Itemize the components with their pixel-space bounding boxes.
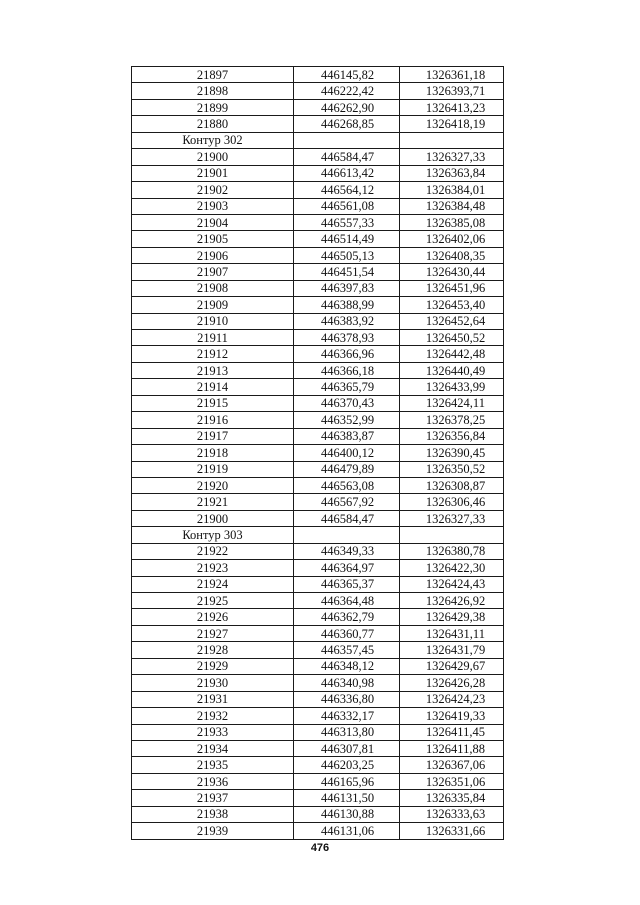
- table-row: [132, 708, 504, 724]
- table-row: [132, 99, 504, 115]
- empty-cell: [400, 527, 504, 543]
- section-label: Контур 302: [132, 132, 294, 148]
- x-coordinate-cell: 446584,47: [294, 149, 400, 165]
- y-coordinate-cell: 1326424,11: [400, 395, 504, 411]
- x-coordinate-cell: 446400,12: [294, 445, 400, 461]
- table-row: [132, 593, 504, 609]
- y-coordinate-cell: 1326385,08: [400, 214, 504, 230]
- empty-cell: [400, 132, 504, 148]
- coordinates-table: [131, 66, 504, 840]
- point-number-cell: 21906: [132, 247, 294, 263]
- y-coordinate-cell: 1326433,99: [400, 379, 504, 395]
- y-coordinate-cell: 1326308,87: [400, 477, 504, 493]
- x-coordinate-cell: 446365,79: [294, 379, 400, 395]
- page-number: 476: [310, 842, 330, 854]
- y-coordinate-cell: 1326424,23: [400, 691, 504, 707]
- point-number-cell: 21902: [132, 182, 294, 198]
- section-header-row: [132, 527, 504, 543]
- y-coordinate-cell: 1326384,48: [400, 198, 504, 214]
- empty-cell: [294, 132, 400, 148]
- x-coordinate-cell: 446336,80: [294, 691, 400, 707]
- x-coordinate-cell: 446514,49: [294, 231, 400, 247]
- x-coordinate-cell: 446564,12: [294, 182, 400, 198]
- y-coordinate-cell: 1326430,44: [400, 264, 504, 280]
- x-coordinate-cell: 446383,87: [294, 428, 400, 444]
- point-number-cell: 21919: [132, 461, 294, 477]
- y-coordinate-cell: 1326351,06: [400, 773, 504, 789]
- table-row: [132, 724, 504, 740]
- point-number-cell: 21897: [132, 67, 294, 83]
- x-coordinate-cell: 446130,88: [294, 806, 400, 822]
- point-number-cell: 21926: [132, 609, 294, 625]
- table-row: [132, 362, 504, 378]
- x-coordinate-cell: 446557,33: [294, 214, 400, 230]
- table-row: [132, 83, 504, 99]
- table-row: [132, 313, 504, 329]
- table-row: [132, 198, 504, 214]
- x-coordinate-cell: 446307,81: [294, 740, 400, 756]
- point-number-cell: 21916: [132, 412, 294, 428]
- y-coordinate-cell: 1326356,84: [400, 428, 504, 444]
- y-coordinate-cell: 1326429,67: [400, 658, 504, 674]
- table-row: [132, 773, 504, 789]
- x-coordinate-cell: 446366,18: [294, 362, 400, 378]
- point-number-cell: 21931: [132, 691, 294, 707]
- table-row: [132, 346, 504, 362]
- y-coordinate-cell: 1326411,45: [400, 724, 504, 740]
- point-number-cell: 21898: [132, 83, 294, 99]
- x-coordinate-cell: 446131,50: [294, 790, 400, 806]
- table-row: [132, 642, 504, 658]
- point-number-cell: 21880: [132, 116, 294, 132]
- x-coordinate-cell: 446222,42: [294, 83, 400, 99]
- table-row: [132, 675, 504, 691]
- x-coordinate-cell: 446203,25: [294, 757, 400, 773]
- point-number-cell: 21899: [132, 99, 294, 115]
- table-row: [132, 658, 504, 674]
- table-row: [132, 412, 504, 428]
- y-coordinate-cell: 1326453,40: [400, 297, 504, 313]
- table-row: [132, 445, 504, 461]
- y-coordinate-cell: 1326327,33: [400, 149, 504, 165]
- point-number-cell: 21920: [132, 477, 294, 493]
- y-coordinate-cell: 1326450,52: [400, 330, 504, 346]
- y-coordinate-cell: 1326422,30: [400, 560, 504, 576]
- x-coordinate-cell: 446563,08: [294, 477, 400, 493]
- table-row: [132, 625, 504, 641]
- y-coordinate-cell: 1326426,28: [400, 675, 504, 691]
- point-number-cell: 21915: [132, 395, 294, 411]
- point-number-cell: 21921: [132, 494, 294, 510]
- point-number-cell: 21925: [132, 593, 294, 609]
- point-number-cell: 21918: [132, 445, 294, 461]
- point-number-cell: 21937: [132, 790, 294, 806]
- y-coordinate-cell: 1326333,63: [400, 806, 504, 822]
- y-coordinate-cell: 1326418,19: [400, 116, 504, 132]
- table-row: [132, 576, 504, 592]
- x-coordinate-cell: 446362,79: [294, 609, 400, 625]
- table-row: [132, 297, 504, 313]
- y-coordinate-cell: 1326378,25: [400, 412, 504, 428]
- y-coordinate-cell: 1326419,33: [400, 708, 504, 724]
- point-number-cell: 21930: [132, 675, 294, 691]
- y-coordinate-cell: 1326384,01: [400, 182, 504, 198]
- y-coordinate-cell: 1326442,48: [400, 346, 504, 362]
- table-row: [132, 149, 504, 165]
- point-number-cell: 21914: [132, 379, 294, 395]
- x-coordinate-cell: 446349,33: [294, 543, 400, 559]
- point-number-cell: 21900: [132, 510, 294, 526]
- y-coordinate-cell: 1326451,96: [400, 280, 504, 296]
- x-coordinate-cell: 446451,54: [294, 264, 400, 280]
- table-row: [132, 428, 504, 444]
- table-row: [132, 280, 504, 296]
- point-number-cell: 21928: [132, 642, 294, 658]
- x-coordinate-cell: 446268,85: [294, 116, 400, 132]
- table-row: [132, 182, 504, 198]
- point-number-cell: 21903: [132, 198, 294, 214]
- y-coordinate-cell: 1326408,35: [400, 247, 504, 263]
- y-coordinate-cell: 1326431,79: [400, 642, 504, 658]
- y-coordinate-cell: 1326429,38: [400, 609, 504, 625]
- x-coordinate-cell: 446567,92: [294, 494, 400, 510]
- x-coordinate-cell: 446262,90: [294, 99, 400, 115]
- point-number-cell: 21935: [132, 757, 294, 773]
- y-coordinate-cell: 1326413,23: [400, 99, 504, 115]
- table-row: [132, 264, 504, 280]
- point-number-cell: 21911: [132, 330, 294, 346]
- x-coordinate-cell: 446505,13: [294, 247, 400, 263]
- y-coordinate-cell: 1326361,18: [400, 67, 504, 83]
- coordinates-table-body: [132, 67, 504, 840]
- table-row: [132, 691, 504, 707]
- table-row: [132, 790, 504, 806]
- point-number-cell: 21924: [132, 576, 294, 592]
- table-row: [132, 165, 504, 181]
- y-coordinate-cell: 1326335,84: [400, 790, 504, 806]
- x-coordinate-cell: 446561,08: [294, 198, 400, 214]
- table-row: [132, 740, 504, 756]
- x-coordinate-cell: 446366,96: [294, 346, 400, 362]
- x-coordinate-cell: 446364,48: [294, 593, 400, 609]
- x-coordinate-cell: 446348,12: [294, 658, 400, 674]
- x-coordinate-cell: 446613,42: [294, 165, 400, 181]
- empty-cell: [294, 527, 400, 543]
- x-coordinate-cell: 446340,98: [294, 675, 400, 691]
- point-number-cell: 21900: [132, 149, 294, 165]
- y-coordinate-cell: 1326350,52: [400, 461, 504, 477]
- y-coordinate-cell: 1326367,06: [400, 757, 504, 773]
- x-coordinate-cell: 446352,99: [294, 412, 400, 428]
- x-coordinate-cell: 446332,17: [294, 708, 400, 724]
- y-coordinate-cell: 1326424,43: [400, 576, 504, 592]
- x-coordinate-cell: 446145,82: [294, 67, 400, 83]
- y-coordinate-cell: 1326452,64: [400, 313, 504, 329]
- point-number-cell: 21909: [132, 297, 294, 313]
- y-coordinate-cell: 1326402,06: [400, 231, 504, 247]
- x-coordinate-cell: 446378,93: [294, 330, 400, 346]
- table-row: [132, 379, 504, 395]
- table-row: [132, 757, 504, 773]
- table-row: [132, 510, 504, 526]
- y-coordinate-cell: 1326390,45: [400, 445, 504, 461]
- y-coordinate-cell: 1326380,78: [400, 543, 504, 559]
- table-row: [132, 806, 504, 822]
- table-row: [132, 477, 504, 493]
- x-coordinate-cell: 446584,47: [294, 510, 400, 526]
- x-coordinate-cell: 446388,99: [294, 297, 400, 313]
- x-coordinate-cell: 446370,43: [294, 395, 400, 411]
- table-row: [132, 67, 504, 83]
- point-number-cell: 21933: [132, 724, 294, 740]
- point-number-cell: 21901: [132, 165, 294, 181]
- point-number-cell: 21917: [132, 428, 294, 444]
- point-number-cell: 21936: [132, 773, 294, 789]
- x-coordinate-cell: 446313,80: [294, 724, 400, 740]
- x-coordinate-cell: 446397,83: [294, 280, 400, 296]
- point-number-cell: 21938: [132, 806, 294, 822]
- point-number-cell: 21905: [132, 231, 294, 247]
- point-number-cell: 21927: [132, 625, 294, 641]
- table-row: [132, 543, 504, 559]
- y-coordinate-cell: 1326411,88: [400, 740, 504, 756]
- point-number-cell: 21907: [132, 264, 294, 280]
- table-row: [132, 231, 504, 247]
- y-coordinate-cell: 1326393,71: [400, 83, 504, 99]
- point-number-cell: 21934: [132, 740, 294, 756]
- point-number-cell: 21912: [132, 346, 294, 362]
- x-coordinate-cell: 446360,77: [294, 625, 400, 641]
- point-number-cell: 21932: [132, 708, 294, 724]
- table-row: [132, 330, 504, 346]
- x-coordinate-cell: 446165,96: [294, 773, 400, 789]
- x-coordinate-cell: 446365,37: [294, 576, 400, 592]
- table-row: [132, 395, 504, 411]
- point-number-cell: 21939: [132, 823, 294, 839]
- point-number-cell: 21923: [132, 560, 294, 576]
- point-number-cell: 21922: [132, 543, 294, 559]
- point-number-cell: 21913: [132, 362, 294, 378]
- point-number-cell: 21904: [132, 214, 294, 230]
- table-row: [132, 461, 504, 477]
- y-coordinate-cell: 1326363,84: [400, 165, 504, 181]
- point-number-cell: 21910: [132, 313, 294, 329]
- table-row: [132, 214, 504, 230]
- point-number-cell: 21929: [132, 658, 294, 674]
- y-coordinate-cell: 1326440,49: [400, 362, 504, 378]
- section-label: Контур 303: [132, 527, 294, 543]
- table-row: [132, 560, 504, 576]
- table-row: [132, 609, 504, 625]
- y-coordinate-cell: 1326306,46: [400, 494, 504, 510]
- x-coordinate-cell: 446357,45: [294, 642, 400, 658]
- y-coordinate-cell: 1326431,11: [400, 625, 504, 641]
- y-coordinate-cell: 1326331,66: [400, 823, 504, 839]
- table-row: [132, 494, 504, 510]
- x-coordinate-cell: 446383,92: [294, 313, 400, 329]
- y-coordinate-cell: 1326426,92: [400, 593, 504, 609]
- point-number-cell: 21908: [132, 280, 294, 296]
- x-coordinate-cell: 446364,97: [294, 560, 400, 576]
- table-row: [132, 116, 504, 132]
- y-coordinate-cell: 1326327,33: [400, 510, 504, 526]
- section-header-row: [132, 132, 504, 148]
- x-coordinate-cell: 446131,06: [294, 823, 400, 839]
- table-row: [132, 247, 504, 263]
- x-coordinate-cell: 446479,89: [294, 461, 400, 477]
- table-row: [132, 823, 504, 839]
